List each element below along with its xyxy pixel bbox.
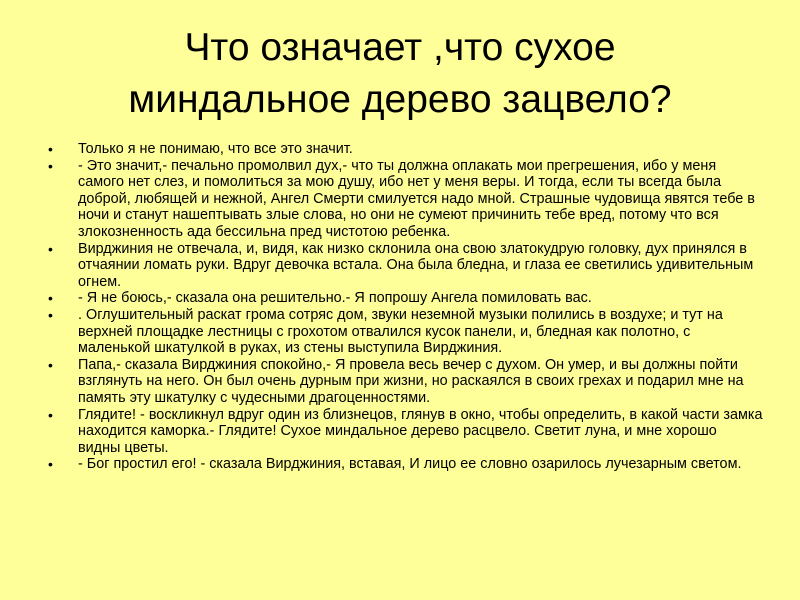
- bullet-icon: •: [48, 141, 53, 157]
- paragraph-text: Вирджиния не отвечала, и, видя, как низко склонила она свою златокудрую головку, дух принялся в отчаянии ломать руки. Вдруг девочка встала. Она была бледна, и глаза ее светились удивительным огнем.: [78, 240, 754, 290]
- slide-title: [40, 22, 760, 126]
- paragraph-text: Папа,- сказала Вирджиния спокойно,- Я провела весь вечер с духом. Он умер, и вы должны пойти взглянуть на него. Он был очень дурным при жизни, но раскаялся в своих грехах и подарил мне на память эту шкатулку с чудесными драгоценностями.: [78, 356, 744, 406]
- paragraph-text: Только я не понимаю, что все это значит.: [78, 141, 353, 157]
- paragraph-text: Глядите! - воскликнул вдруг один из близнецов, глянув в окно, чтобы определить, в какой части замка находится каморка.- Глядите! Сухое миндальное дерево расцвело. Светит луна, и мне хорошо видны цветы.: [78, 406, 763, 456]
- bullet-icon: •: [48, 356, 53, 373]
- slide-title-line-2: миндальное дерево зацвело?: [128, 78, 672, 121]
- paragraph-text: - Это значит,- печально промолвил дух,- что ты должна оплакать мои прегрешения, ибо у меня самого нет слез, и помолиться за мою душу, ибо нет у меня веры. И тогда, если ты всегда была доброй, любящей и нежной, Ангел Смерти смилуется надо мной. Страшные чудовища явятся тебе в ночи и станут нашептывать злые слова, но они не сумеют причинить тебе вред, потому что вся злокозненность ада бессильна пред чистотою ребенка.: [78, 157, 755, 240]
- list-item: [48, 407, 763, 457]
- paragraph-text: - Я не боюсь,- сказала она решительно.- Я попрошу Ангела помиловать вас.: [78, 290, 592, 307]
- bullet-icon: •: [48, 157, 53, 174]
- paragraph-text: . Оглушительный раскат грома сотряс дом, звуки неземной музыки полились в воздухе; и тут на верхней площадке лестницы с грохотом отвалился кусок панели, и, бледная как полотно, с маленькой шкатулкой в руках, из стены выступила Вирджиния.: [78, 306, 723, 357]
- list-item: [48, 158, 763, 241]
- list-item: [48, 357, 763, 407]
- bullet-icon: •: [48, 306, 53, 323]
- list-item: [48, 456, 763, 473]
- list-item: [48, 241, 763, 291]
- list-item: [48, 290, 763, 307]
- paragraph-text: - Бог простил его! - сказала Вирджиния, вставая, И лицо ее словно озарилось лучезарным светом.: [78, 456, 742, 473]
- bullet-icon: •: [48, 290, 53, 307]
- list-item: [48, 307, 763, 357]
- list-item: [48, 141, 763, 158]
- bullet-icon: •: [48, 456, 53, 473]
- bullet-list: [48, 141, 763, 473]
- bullet-icon: •: [48, 406, 53, 423]
- slide-title-line-1: Что означает ,что сухое: [184, 26, 616, 69]
- bullet-icon: •: [48, 240, 53, 257]
